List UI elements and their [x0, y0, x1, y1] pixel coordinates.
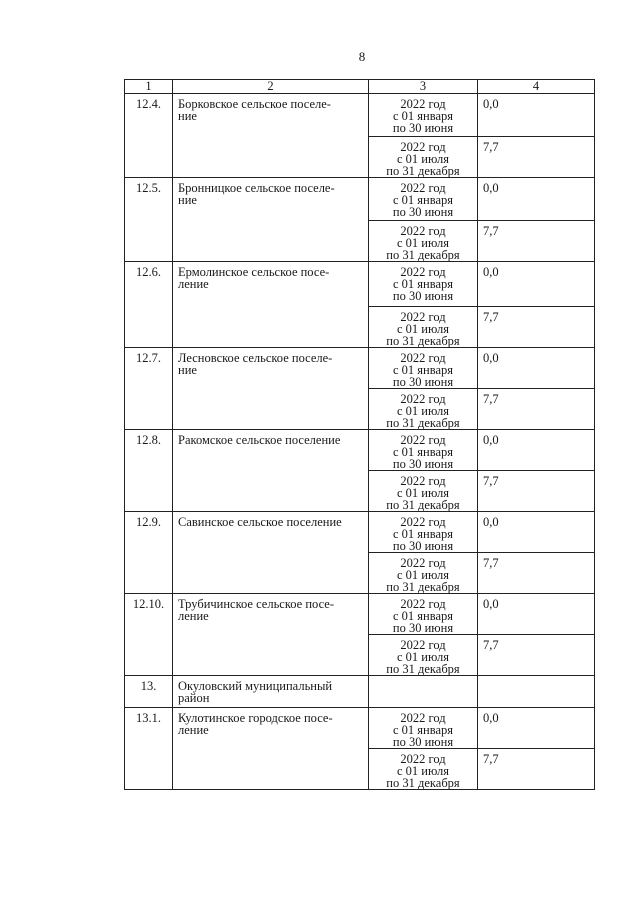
- period-line: с 01 июля: [396, 764, 449, 778]
- row-number: 12.8.: [125, 430, 173, 512]
- row-name-line: Савинское сельское поселение: [178, 515, 342, 529]
- row-name-line: Ракомское сельское поселение: [178, 433, 341, 447]
- period-line: 2022 год: [400, 97, 446, 111]
- table-row: [125, 594, 595, 635]
- rate-value: 7,7: [478, 635, 595, 676]
- period-line: по 30 июня: [392, 375, 454, 389]
- period-cell: [369, 553, 478, 594]
- period-line: по 30 июня: [392, 121, 454, 135]
- rate-value: 0,0: [478, 348, 595, 389]
- period-line: 2022 год: [400, 433, 446, 447]
- empty-cell: [369, 676, 478, 708]
- period-line: по 31 декабря: [386, 164, 460, 178]
- row-name: [173, 178, 369, 262]
- row-number: 12.10.: [125, 594, 173, 676]
- period-line: с 01 июля: [396, 650, 449, 664]
- row-name: [173, 94, 369, 178]
- header-row: [125, 80, 595, 94]
- row-number: 12.5.: [125, 178, 173, 262]
- period-line: с 01 июля: [396, 152, 449, 166]
- period-line: 2022 год: [400, 265, 446, 279]
- period-cell: [369, 708, 478, 749]
- period-line: 2022 год: [400, 556, 446, 570]
- period-line: с 01 июля: [396, 486, 449, 500]
- empty-cell: [478, 676, 595, 708]
- header-col-3: 3: [369, 80, 478, 94]
- rate-value: 0,0: [478, 430, 595, 471]
- row-number: 13.: [125, 676, 173, 708]
- row-name-line: Бронницкое сельское поселе-: [178, 181, 335, 195]
- row-name: [173, 512, 369, 594]
- row-name-line: Борковское сельское поселе-: [178, 97, 331, 111]
- rate-value: 7,7: [478, 553, 595, 594]
- rate-value: 0,0: [478, 262, 595, 307]
- period-line: с 01 января: [392, 609, 454, 623]
- row-number: 12.4.: [125, 94, 173, 178]
- rate-value: 0,0: [478, 594, 595, 635]
- rate-value: 7,7: [478, 749, 595, 790]
- period-line: с 01 июля: [396, 236, 449, 250]
- period-line: 2022 год: [400, 181, 446, 195]
- period-line: по 30 июня: [392, 621, 454, 635]
- period-cell: [369, 94, 478, 137]
- row-name-line: ние: [178, 363, 197, 377]
- row-name-line: Трубичинское сельское посе-: [178, 597, 335, 611]
- period-cell: [369, 137, 478, 178]
- row-name-line: ние: [178, 109, 197, 123]
- row-name: [173, 594, 369, 676]
- period-cell: [369, 307, 478, 348]
- period-line: 2022 год: [400, 597, 446, 611]
- row-name-line: ление: [178, 609, 209, 623]
- period-cell: [369, 262, 478, 307]
- rate-value: 7,7: [478, 307, 595, 348]
- row-name: [173, 676, 369, 708]
- period-line: по 31 декабря: [386, 662, 460, 676]
- row-name: [173, 348, 369, 430]
- row-name-line: Лесновское сельское поселе-: [178, 351, 333, 365]
- period-cell: [369, 635, 478, 676]
- rate-value: 7,7: [478, 221, 595, 262]
- row-name: [173, 262, 369, 348]
- rate-value: 0,0: [478, 512, 595, 553]
- period-line: по 31 декабря: [386, 248, 460, 262]
- table-row: [125, 94, 595, 137]
- period-line: 2022 год: [400, 224, 446, 238]
- period-line: 2022 год: [400, 711, 446, 725]
- period-line: 2022 год: [400, 638, 446, 652]
- period-line: с 01 января: [392, 723, 454, 737]
- rate-value: 0,0: [478, 94, 595, 137]
- period-line: по 31 декабря: [386, 776, 460, 790]
- period-line: с 01 июля: [396, 404, 449, 418]
- period-line: с 01 января: [392, 109, 454, 123]
- period-line: 2022 год: [400, 392, 446, 406]
- period-line: с 01 января: [392, 445, 454, 459]
- table-row: [125, 708, 595, 749]
- row-number: 12.9.: [125, 512, 173, 594]
- period-line: 2022 год: [400, 351, 446, 365]
- period-line: с 01 января: [392, 527, 454, 541]
- rate-value: 7,7: [478, 389, 595, 430]
- period-line: 2022 год: [400, 474, 446, 488]
- period-line: с 01 января: [392, 193, 454, 207]
- row-name-line: Ермолинское сельское посе-: [178, 265, 330, 279]
- period-line: 2022 год: [400, 752, 446, 766]
- period-line: по 30 июня: [392, 539, 454, 553]
- period-line: с 01 января: [392, 363, 454, 377]
- row-name: [173, 430, 369, 512]
- row-name-line: район: [178, 691, 210, 705]
- period-line: по 30 июня: [392, 735, 454, 749]
- page-number: 8: [358, 49, 366, 64]
- header-col-4: 4: [478, 80, 595, 94]
- period-cell: [369, 594, 478, 635]
- period-cell: [369, 749, 478, 790]
- period-line: по 31 декабря: [386, 498, 460, 512]
- rate-value: 0,0: [478, 708, 595, 749]
- period-line: с 01 июля: [396, 322, 449, 336]
- period-cell: [369, 178, 478, 221]
- table-row: [125, 512, 595, 553]
- table-row: [125, 430, 595, 471]
- period-line: по 31 декабря: [386, 334, 460, 348]
- period-line: 2022 год: [400, 310, 446, 324]
- row-number: 13.1.: [125, 708, 173, 790]
- rates-table: [124, 79, 595, 790]
- header-col-2: 2: [173, 80, 369, 94]
- rate-value: 7,7: [478, 471, 595, 512]
- row-number: 12.7.: [125, 348, 173, 430]
- table-row: [125, 262, 595, 307]
- row-name-line: ление: [178, 723, 209, 737]
- row-number: 12.6.: [125, 262, 173, 348]
- period-cell: [369, 512, 478, 553]
- row-name-line: ление: [178, 277, 209, 291]
- header-col-1: 1: [125, 80, 173, 94]
- rate-value: 7,7: [478, 137, 595, 178]
- period-line: с 01 июля: [396, 568, 449, 582]
- table-row: [125, 348, 595, 389]
- period-line: по 31 декабря: [386, 580, 460, 594]
- period-cell: [369, 389, 478, 430]
- row-name-line: ние: [178, 193, 197, 207]
- period-cell: [369, 348, 478, 389]
- table-row: [125, 178, 595, 221]
- period-cell: [369, 430, 478, 471]
- period-line: с 01 января: [392, 277, 454, 291]
- period-line: по 30 июня: [392, 205, 454, 219]
- period-line: по 31 декабря: [386, 416, 460, 430]
- row-name-line: Окуловский муниципальный: [178, 679, 333, 693]
- period-line: по 30 июня: [392, 457, 454, 471]
- period-cell: [369, 471, 478, 512]
- period-line: 2022 год: [400, 515, 446, 529]
- period-cell: [369, 221, 478, 262]
- row-name-line: Кулотинское городское посе-: [178, 711, 333, 725]
- rate-value: 0,0: [478, 178, 595, 221]
- period-line: 2022 год: [400, 140, 446, 154]
- row-name: [173, 708, 369, 790]
- period-line: по 30 июня: [392, 289, 454, 303]
- section-row: [125, 676, 595, 708]
